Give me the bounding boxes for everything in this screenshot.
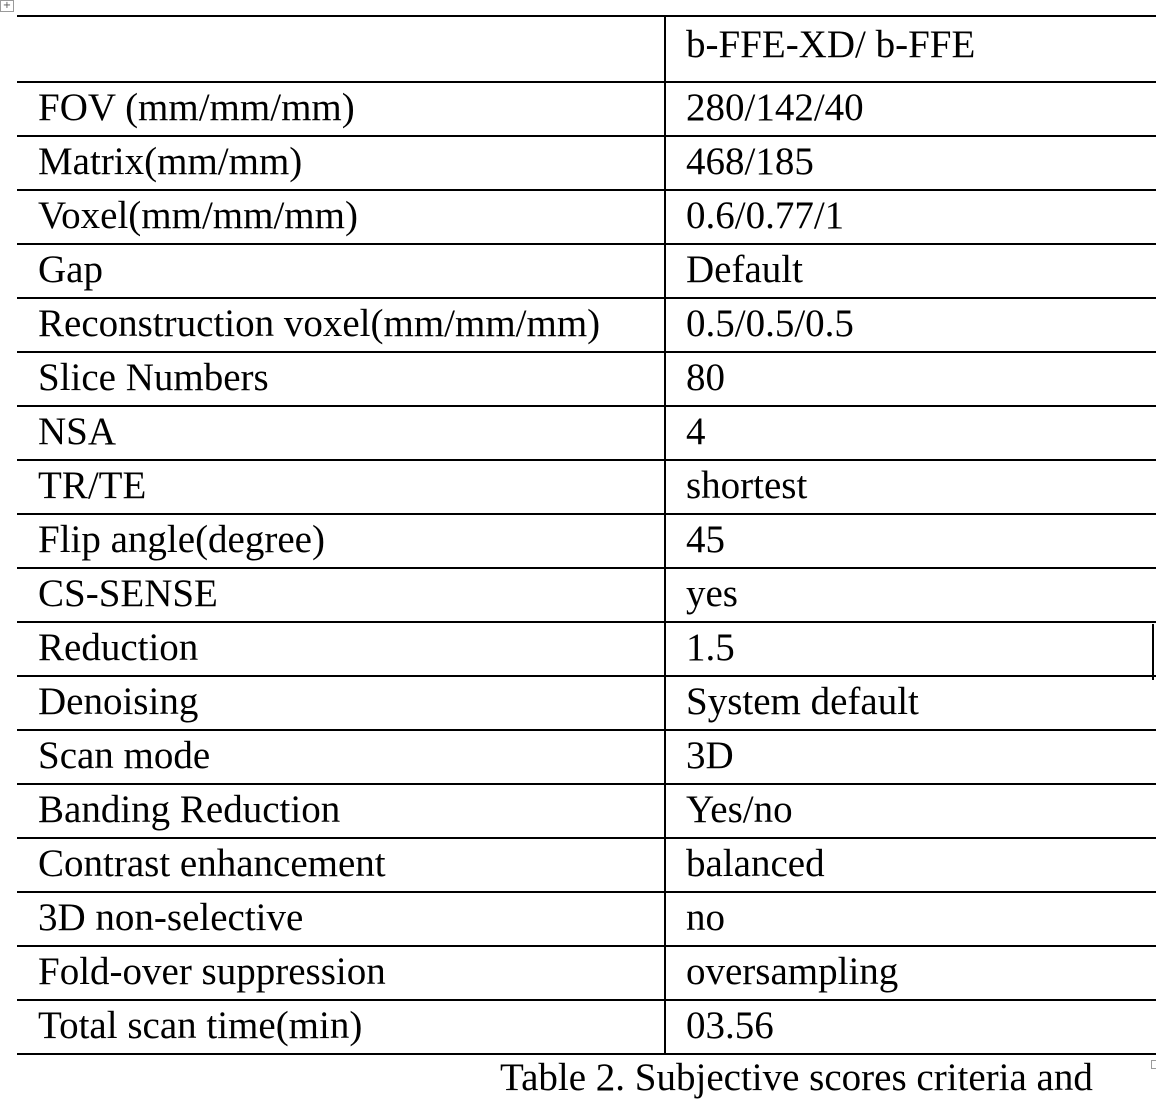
value-cell: 1.5: [665, 622, 1156, 676]
value-cell: 03.56: [665, 1000, 1156, 1054]
table-row: [17, 406, 1156, 460]
parameter-cell: 3D non-selective: [17, 892, 665, 946]
table-row: [17, 1000, 1156, 1054]
table-row: [17, 460, 1156, 514]
value-cell: no: [665, 892, 1156, 946]
value-cell: Yes/no: [665, 784, 1156, 838]
parameter-cell: Denoising: [17, 676, 665, 730]
parameter-cell: TR/TE: [17, 460, 665, 514]
parameter-cell: CS-SENSE: [17, 568, 665, 622]
table-row: [17, 298, 1156, 352]
table-row: [17, 568, 1156, 622]
table-caption: Table 2. Subjective scores criteria and: [500, 1056, 1093, 1099]
table-row: [17, 730, 1156, 784]
table-row: [17, 622, 1156, 676]
parameter-cell: NSA: [17, 406, 665, 460]
header-cell-parameter: [17, 16, 665, 82]
parameter-cell: Fold-over suppression: [17, 946, 665, 1000]
value-cell: 45: [665, 514, 1156, 568]
table-body: [17, 16, 1156, 1054]
table-row: [17, 676, 1156, 730]
table-row: [17, 82, 1156, 136]
parameter-cell: Scan mode: [17, 730, 665, 784]
table-move-handle-icon[interactable]: +: [0, 0, 14, 12]
table-row: [17, 244, 1156, 298]
table-row: [17, 838, 1156, 892]
value-cell: System default: [665, 676, 1156, 730]
value-cell: shortest: [665, 460, 1156, 514]
value-cell: 280/142/40: [665, 82, 1156, 136]
parameter-cell: Slice Numbers: [17, 352, 665, 406]
parameter-cell: Reduction: [17, 622, 665, 676]
parameter-cell: Flip angle(degree): [17, 514, 665, 568]
table-header-row: [17, 16, 1156, 82]
table-row: [17, 514, 1156, 568]
sequence-parameters-table: [17, 15, 1156, 1055]
table-row: [17, 352, 1156, 406]
parameter-cell: Contrast enhancement: [17, 838, 665, 892]
text-boundary-mark-icon: [1151, 1060, 1156, 1069]
value-cell: 0.6/0.77/1: [665, 190, 1156, 244]
parameter-cell: Matrix(mm/mm): [17, 136, 665, 190]
value-cell: oversampling: [665, 946, 1156, 1000]
parameter-cell: Voxel(mm/mm/mm): [17, 190, 665, 244]
parameter-cell: Banding Reduction: [17, 784, 665, 838]
value-cell: Default: [665, 244, 1156, 298]
header-cell-sequence: b-FFE-XD/ b-FFE: [665, 16, 1156, 82]
table-row: [17, 946, 1156, 1000]
parameter-cell: Reconstruction voxel(mm/mm/mm): [17, 298, 665, 352]
parameter-cell: Total scan time(min): [17, 1000, 665, 1054]
value-cell: 468/185: [665, 136, 1156, 190]
value-cell: 3D: [665, 730, 1156, 784]
table-row: [17, 136, 1156, 190]
value-cell: 80: [665, 352, 1156, 406]
cell-border-fragment: [1152, 624, 1154, 680]
table-row: [17, 190, 1156, 244]
value-cell: yes: [665, 568, 1156, 622]
value-cell: 4: [665, 406, 1156, 460]
table-row: [17, 784, 1156, 838]
value-cell: balanced: [665, 838, 1156, 892]
parameter-cell: FOV (mm/mm/mm): [17, 82, 665, 136]
parameter-cell: Gap: [17, 244, 665, 298]
value-cell: 0.5/0.5/0.5: [665, 298, 1156, 352]
table-row: [17, 892, 1156, 946]
